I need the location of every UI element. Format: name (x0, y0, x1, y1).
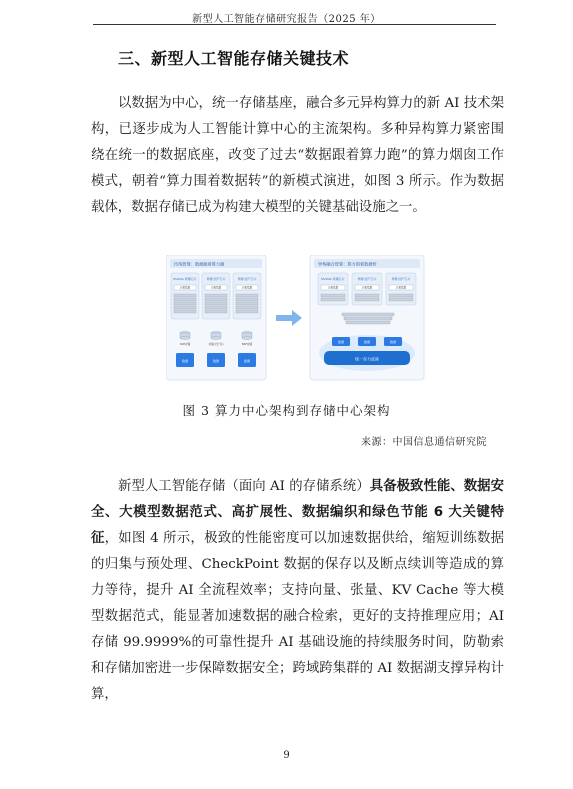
left-cluster-2: 计算集群 (210, 286, 222, 290)
right-chip-3: 昇腾 国产芯片 (391, 277, 411, 281)
left-data-2: 数据 (212, 359, 220, 363)
left-data-1: 数据 (181, 359, 189, 363)
left-chip-2: 昇腾 国产芯片 (206, 277, 226, 281)
left-panel-title: 传统智算：数据跟着算力跑 (174, 261, 225, 267)
right-cluster-1: 计算集群 (327, 286, 339, 290)
left-storage-1: DCP存储 (179, 343, 191, 346)
left-cluster-1: 计算集群 (179, 286, 191, 290)
section-title: 三、新型人工智能存储关键技术 (118, 49, 350, 68)
page-number: 9 (283, 750, 290, 761)
paragraph2-lead: 新型人工智能存储（面向 AI 的存储系统） (118, 479, 370, 494)
right-chip-1: NVIDIA 昇腾芯片 (321, 277, 345, 281)
running-header: 新型人工智能存储研究报告（2025 年） (192, 14, 381, 25)
right-cluster-2: 计算集群 (361, 286, 373, 290)
left-storage-3: NSF存储 (241, 343, 253, 346)
header-rule (93, 24, 496, 25)
body-paragraph-2 (91, 474, 504, 708)
left-storage-2: 存储(已扩容) (208, 343, 224, 346)
right-cluster-3: 计算集群 (395, 286, 407, 290)
left-data-3: 数据 (243, 359, 251, 363)
right-base-label: 统一存力底座 (355, 356, 379, 362)
figure-caption: 图 3 算力中心架构到存储中心架构 (182, 403, 391, 418)
paragraph2-key-features: 具备极致性能、数据安全、大模型数据范式、高扩展性、数据编织和绿色节能 6 大关键特征 (91, 479, 504, 546)
figure-source: 来源：中国信息通信研究院 (361, 437, 487, 448)
left-cluster-3: 计算集群 (241, 286, 253, 290)
right-data-2: 数据 (363, 340, 371, 344)
right-panel-converged (310, 255, 424, 380)
left-chip-3: 昇腾 国产芯片 (237, 277, 257, 281)
paragraph2-body: ，如图 4 所示，极致的性能密度可以加速数据供给，缩短训练数据的归集与预处理、CheckPoint 数据的保存以及断点续训等造成的算力等待，提升 AI 全流程效率；支持向量、张量、KV Cache 等大模型数据范式，能显著加速数据的融合检索，更好的支持推理应用；AI 存储 99.9999%的可靠性提升 AI 基础设施的持续服务时间，防勒索和存储加密进一步保障数据安全；跨域跨集群的 AI 数据湖支撑异构计算， (91, 531, 505, 702)
body-paragraph-1: 以数据为中心，统一存储基座，融合多元异构算力的新 AI 技术架构，已逐步成为人工智能计算中心的主流架构。多种异构算力紧密围绕在统一的数据底座，改变了过去“数据跟着算力跑”的算力烟囱工作模式，朝着“算力围着数据转”的新模式演进，如图 3 所示。作为数据载体，数据存储已成为构建大模型的关键基础设施之一。 (91, 96, 504, 215)
transition-arrow-icon (276, 310, 302, 326)
right-chip-2: 昇腾 国产芯片 (357, 277, 377, 281)
left-panel-traditional (166, 255, 266, 380)
right-data-1: 数据 (337, 340, 345, 344)
left-chip-1: NVIDIA 昇腾芯片 (173, 277, 197, 281)
right-panel-title: 异构融合智算：算力围着数据转 (318, 261, 377, 267)
architecture-figure (166, 255, 428, 385)
right-data-3: 数据 (389, 340, 397, 344)
